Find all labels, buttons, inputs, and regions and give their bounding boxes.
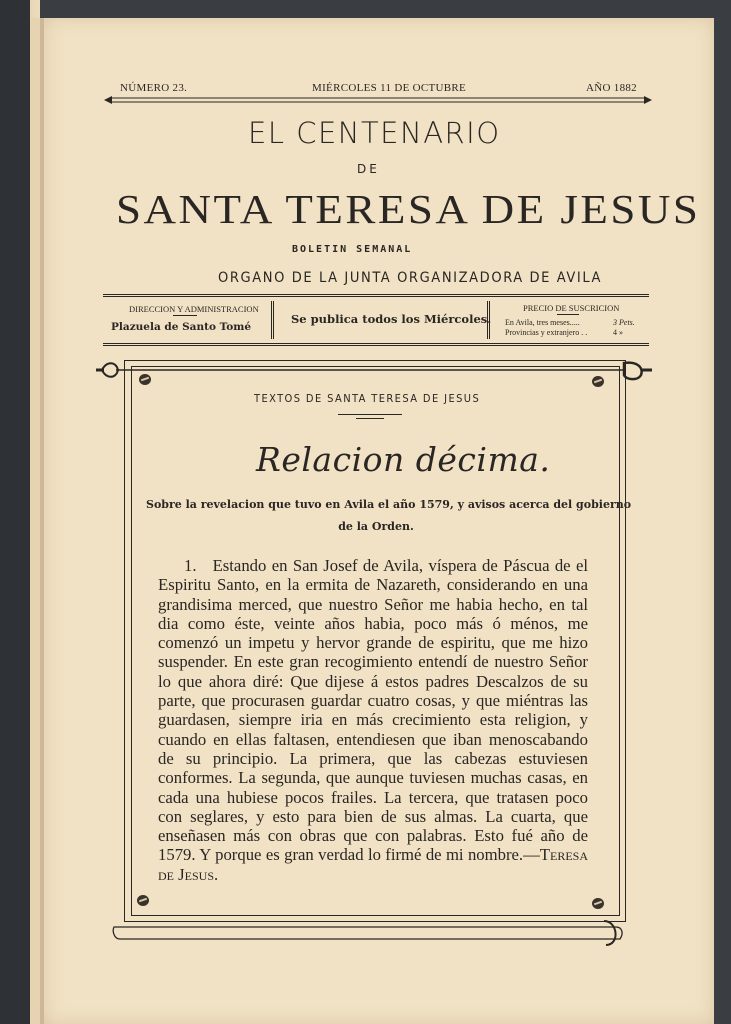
frame-screw <box>139 374 151 385</box>
section-heading: TEXTOS DE SANTA TERESA DE JESUS <box>254 392 481 405</box>
article-subtitle <box>146 494 632 538</box>
article-title: Relacion décima. <box>256 440 551 479</box>
direccion-cell <box>103 297 271 343</box>
issue-year: AÑO 1882 <box>586 82 637 94</box>
direccion-label: DIRECCION Y ADMINISTRACION <box>129 304 259 314</box>
masthead-line2: DE <box>357 162 380 176</box>
paragraph-number: 1. <box>184 556 197 575</box>
precio-label: PRECIO DE SUSCRICION <box>523 303 620 313</box>
direccion-divider <box>173 315 197 316</box>
article-body <box>158 556 588 884</box>
precio-cell <box>495 297 649 343</box>
masthead-line1: EL CENTENARIO <box>248 116 501 150</box>
info-divider-1 <box>271 301 274 339</box>
section-underline <box>338 414 402 415</box>
issue-date: MIÉRCOLES 11 DE OCTUBRE <box>312 82 467 94</box>
precio-row-label: En Avila, tres meses..... <box>505 318 580 327</box>
info-divider-2 <box>487 301 490 339</box>
publica-cell <box>279 297 492 343</box>
publica-text: Se publica todos los Miércoles. <box>291 312 492 326</box>
section-underline-short <box>356 418 384 419</box>
subtitle-line-2: de la Orden. <box>338 520 414 533</box>
precio-row-label: Provincias y extranjero . . <box>505 328 588 337</box>
direccion-value: Plazuela de Santo Tomé <box>111 321 252 333</box>
masthead-boletin: BOLETIN SEMANAL <box>292 244 413 255</box>
frame-screw <box>592 898 604 909</box>
previous-page-edge <box>30 18 40 1024</box>
precio-divider <box>557 314 579 315</box>
info-bar <box>103 294 649 346</box>
signature: Teresa de Jesus. <box>158 845 588 884</box>
frame-screw <box>592 376 604 387</box>
frame-screw <box>137 895 149 906</box>
header-ornament-rule <box>104 95 652 105</box>
precio-row-value: 3 Pets. <box>613 318 635 327</box>
paragraph-text: Estando en San Josef de Avila, víspera de Páscua de el Espiritu Santo, en la ermita de Nazareth, considerando en una grandisima merced, que nuestro Señor me habia hecho, en tal dia como éste, veinte años habia, poco más ó ménos, me comenzó un impetu y hervor grande de espiritu, que me hizo suspender. En este gran recogimiento entendí de nuestro Señor lo que ahora diré: Que dijese á estos padres Descalzos de su parte, que procurasen guardar cuatro cosas, y que miéntras las guardasen, siempre iria en más crecimiento esta religion, y cuando en ellas faltasen, entendiesen que iban menoscabando de su principio. La primera, que las cabezas estuviesen conformes. La segunda, que aunque tuviesen muchas casas, en cada una hubiese pocos frailes. La tercera, que tratasen poco con seglares, y esto para bien de sus almas. La cuarta, que enseñasen más con obras que con palabras. Esto fué año de 1579. Y porque es gran verdad lo firmé de mi nombre.— <box>158 556 588 865</box>
precio-row-value: 4 » <box>613 328 623 337</box>
issue-number: NÚMERO 23. <box>120 82 188 94</box>
masthead-organo: ORGANO DE LA JUNTA ORGANIZADORA DE AVILA <box>218 270 603 286</box>
subtitle-line-1: Sobre la revelacion que tuvo en Avila el año 1579, y avisos acerca del gobierno <box>146 498 632 511</box>
masthead-title: SANTA TERESA DE JESUS <box>116 186 701 232</box>
